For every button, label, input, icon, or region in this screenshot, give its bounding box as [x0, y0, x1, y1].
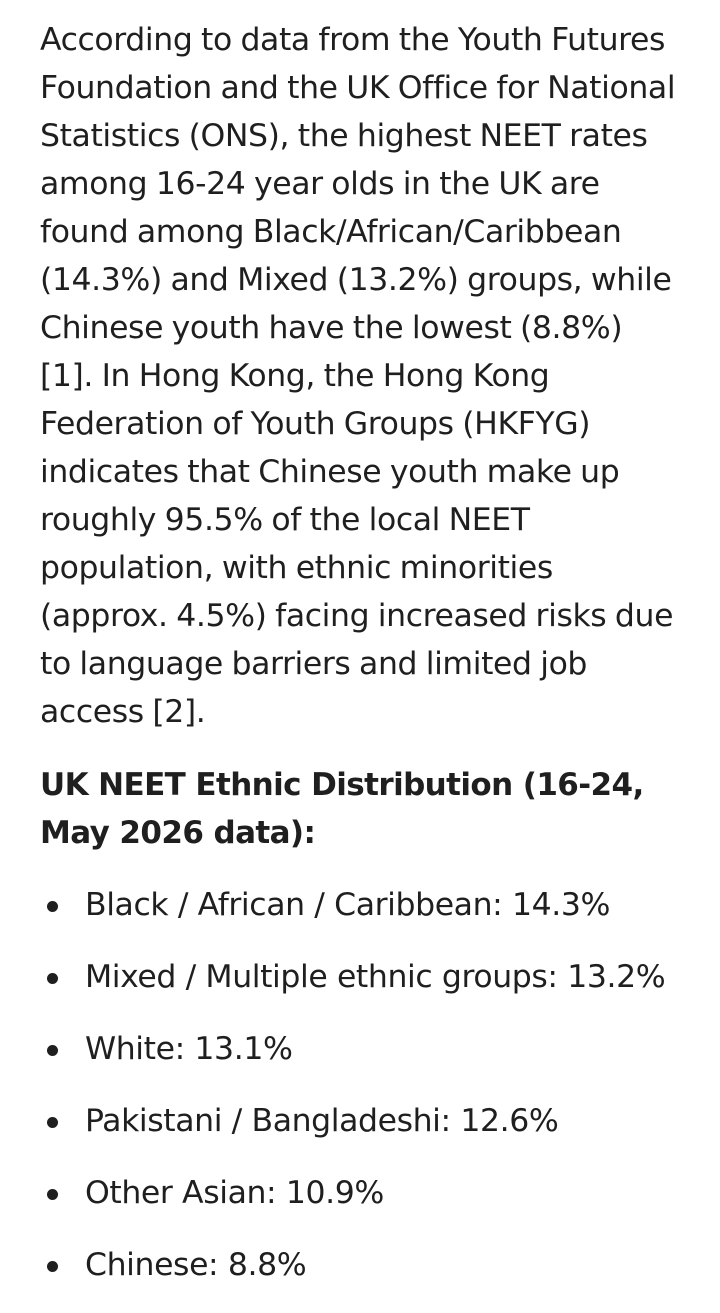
bullet-icon — [47, 1045, 58, 1056]
bullet-icon — [47, 973, 58, 984]
list-item-label: Chinese: 8.8% — [85, 1247, 307, 1283]
list-item — [40, 881, 680, 953]
list-item-label: White: 13.1% — [85, 1031, 293, 1067]
bullet-icon — [47, 901, 58, 912]
list-item — [40, 1169, 680, 1241]
list-item — [40, 1097, 680, 1169]
list-item-label: Other Asian: 10.9% — [85, 1175, 384, 1211]
intro-paragraph: According to data from the Youth Futures Foundation and the UK Office for National Statistics (ONS), the highest NEET rates among 16-24 year olds in the UK are found among Black/African/Caribbean (14.3%) and Mixed (13.2%) groups, while Chinese youth have the lowest (8.8%) [1]. In Hong Kong, the Hong Kong Federation of Youth Groups (HKFYG) indicates that Chinese youth make up roughly 95.5% of the local NEET population, with ethnic minorities (approx. 4.5%) facing increased risks due to language barriers and limited job access [2]. — [40, 22, 676, 730]
list-item — [40, 953, 680, 1025]
list-item — [40, 1241, 680, 1313]
section-heading: UK NEET Ethnic Distribution (16-24, May 2026 data): — [40, 767, 644, 851]
bullet-icon — [47, 1117, 58, 1128]
list-item-label: Mixed / Multiple ethnic groups: 13.2% — [85, 959, 666, 995]
bullet-icon — [47, 1189, 58, 1200]
ethnic-distribution-list — [40, 881, 680, 1313]
list-item-label: Black / African / Caribbean: 14.3% — [85, 887, 611, 923]
list-item — [40, 1025, 680, 1097]
list-item-label: Pakistani / Bangladeshi: 12.6% — [85, 1103, 559, 1139]
